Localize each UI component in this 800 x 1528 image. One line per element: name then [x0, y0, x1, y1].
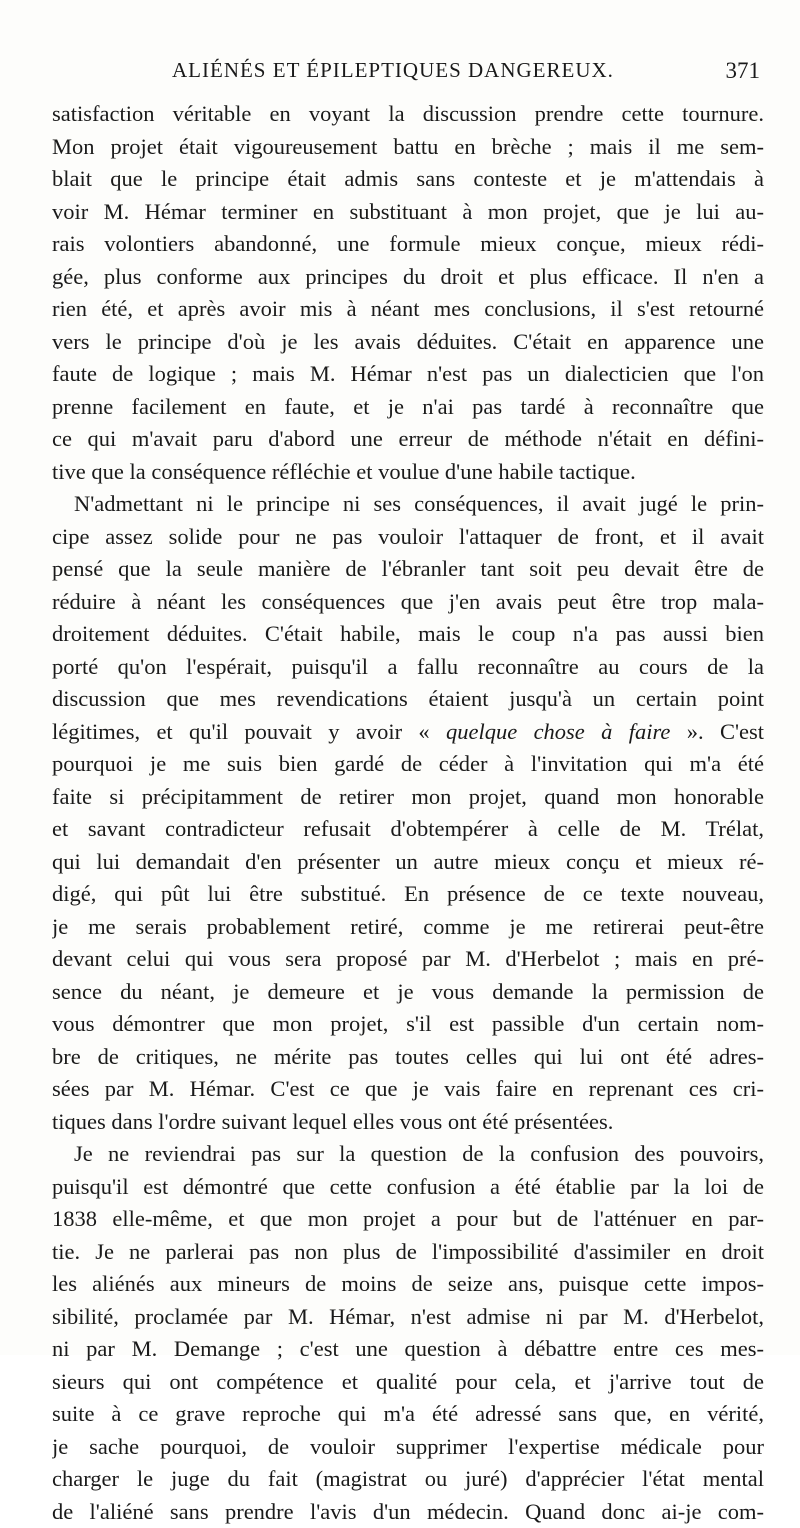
running-head: ALIÉNÉS ET ÉPILEPTIQUES DANGEREUX.	[172, 58, 614, 83]
body-text	[52, 98, 764, 1528]
text-line: digé, qui pût lui être substitué. En présence de ce texte nouveau,	[52, 878, 764, 911]
text-line: Je ne reviendrai pas sur la question de la confusion des pouvoirs,	[52, 1138, 764, 1171]
text-line: sence du néant, je demeure et je vous demande la permission de	[52, 976, 764, 1009]
text-line-with-italic	[52, 716, 764, 749]
text-line: cipe assez solide pour ne pas vouloir l'attaquer de front, et il avait	[52, 521, 764, 554]
text-line: ce qui m'avait paru d'abord une erreur de méthode n'était en défini-	[52, 423, 764, 456]
text-line: tie. Je ne parlerai pas non plus de l'impossibilité d'assimiler en droit	[52, 1236, 764, 1269]
text-line: bre de critiques, ne mérite pas toutes celles qui lui ont été adres-	[52, 1041, 764, 1074]
text-line: vous démontrer que mon projet, s'il est passible d'un certain nom-	[52, 1008, 764, 1041]
text-line: prenne facilement en faute, et je n'ai pas tardé à reconnaître que	[52, 391, 764, 424]
text-line: puisqu'il est démontré que cette confusion a été établie par la loi de	[52, 1171, 764, 1204]
text-line: je sache pourquoi, de vouloir supprimer l'expertise médicale pour	[52, 1431, 764, 1464]
text-line: pourquoi je me suis bien gardé de céder à l'invitation qui m'a été	[52, 748, 764, 781]
text-line: je me serais probablement retiré, comme je me retirerai peut-être	[52, 911, 764, 944]
italic-quote: quelque chose à faire	[446, 719, 670, 744]
text-line: rien été, et après avoir mis à néant mes conclusions, il s'est retourné	[52, 293, 764, 326]
text-line: gée, plus conforme aux principes du droit et plus efficace. Il n'en a	[52, 261, 764, 294]
text-line: sibilité, proclamée par M. Hémar, n'est admise ni par M. d'Herbelot,	[52, 1301, 764, 1334]
text-line: et savant contradicteur refusait d'obtempérer à celle de M. Trélat,	[52, 813, 764, 846]
text-line: discussion que mes revendications étaient jusqu'à un certain point	[52, 683, 764, 716]
text-line: satisfaction véritable en voyant la discussion prendre cette tournure.	[52, 98, 764, 131]
text-line: faite si précipitamment de retirer mon projet, quand mon honorable	[52, 781, 764, 814]
text-line: réduire à néant les conséquences que j'en avais peut être trop mala-	[52, 586, 764, 619]
text-segment: ». C'est	[670, 719, 764, 744]
text-line: charger le juge du fait (magistrat ou juré) d'apprécier l'état mental	[52, 1463, 764, 1496]
text-line: ni par M. Demange ; c'est une question à débattre entre ces mes-	[52, 1333, 764, 1366]
text-line: de l'aliéné sans prendre l'avis d'un médecin. Quand donc ai-je com-	[52, 1496, 764, 1528]
text-line: porté qu'on l'espérait, puisqu'il a fallu reconnaître au cours de la	[52, 651, 764, 684]
text-line: vers le principe d'où je les avais déduites. C'était en apparence une	[52, 326, 764, 359]
text-line: suite à ce grave reproche qui m'a été adressé sans que, en vérité,	[52, 1398, 764, 1431]
text-line: blait que le principe était admis sans conteste et je m'attendais à	[52, 163, 764, 196]
text-line: Mon projet était vigoureusement battu en brèche ; mais il me sem-	[52, 131, 764, 164]
text-line: devant celui qui vous sera proposé par M. d'Herbelot ; mais en pré-	[52, 943, 764, 976]
text-line: N'admettant ni le principe ni ses conséquences, il avait jugé le prin-	[52, 488, 764, 521]
text-line: droitement déduites. C'était habile, mais le coup n'a pas aussi bien	[52, 618, 764, 651]
page-number: 371	[726, 58, 761, 84]
text-line: 1838 elle-même, et que mon projet a pour but de l'atténuer en par-	[52, 1203, 764, 1236]
text-line: pensé que la seule manière de l'ébranler tant soit peu devait être de	[52, 553, 764, 586]
text-line: faute de logique ; mais M. Hémar n'est pas un dialecticien que l'on	[52, 358, 764, 391]
text-segment: légitimes, et qu'il pouvait y avoir «	[52, 719, 446, 744]
text-line: rais volontiers abandonné, une formule mieux conçue, mieux rédi-	[52, 228, 764, 261]
text-line: sieurs qui ont compétence et qualité pour cela, et j'arrive tout de	[52, 1366, 764, 1399]
text-line: tiques dans l'ordre suivant lequel elles vous ont été présentées.	[52, 1106, 764, 1139]
text-line: qui lui demandait d'en présenter un autre mieux conçu et mieux ré-	[52, 846, 764, 879]
text-line: tive que la conséquence réfléchie et voulue d'une habile tactique.	[52, 456, 764, 489]
page-header	[50, 58, 760, 88]
text-line: voir M. Hémar terminer en substituant à mon projet, que je lui au-	[52, 196, 764, 229]
text-line: les aliénés aux mineurs de moins de seize ans, puisque cette impos-	[52, 1268, 764, 1301]
text-line: sées par M. Hémar. C'est ce que je vais faire en reprenant ces cri-	[52, 1073, 764, 1106]
